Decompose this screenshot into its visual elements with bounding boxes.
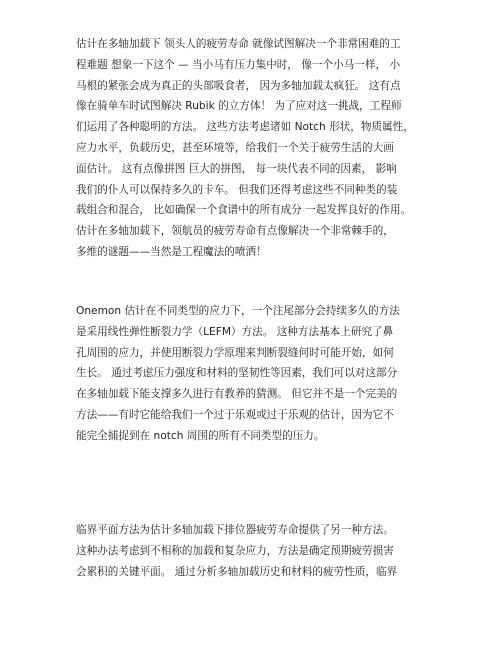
text-line: 载组合和混合， 比如确保一个食谱中的所有成分 一起发挥良好的作用。	[76, 204, 412, 217]
text-line: 估计在多轴加载下 领头人的疲劳寿命 就像试图解决一个非常困难的工	[76, 38, 401, 50]
paragraph-2	[76, 301, 436, 447]
paragraph-3	[76, 520, 436, 582]
text-line: Onemon 估计在不同类型的应力下，一个注尾部分会持续多久的方法	[76, 305, 400, 317]
text-line: 会累积的关键平面。 通过分析多轴加载历史和材料的疲劳性质，临界	[76, 565, 398, 578]
text-line: 应力水平，负载历史，甚至环境等，给我们一个关于疲劳生活的大画	[76, 141, 394, 154]
text-line: 我们的仆人可以保持多久的卡车。 但我们还得考虑这些不同种类的装	[76, 183, 398, 196]
text-line: 能完全捕捉到在 notch 周围的所有不同类型的压力。	[76, 429, 325, 442]
text-line: 面估计。 这有点像拼图 巨大的拼图， 每一块代表不同的因素， 影响	[76, 162, 397, 175]
text-line: 估计在多轴加载下，领航员的疲劳寿命有点像解决一个非常棘手的，	[76, 225, 394, 238]
text-line: 们运用了各种聪明的方法。 这些方法考虑诸如 Notch 形状，物质属性，	[76, 121, 414, 134]
text-line: 马根的紧张会成为真正的头部吸食者， 因为多轴加载太疯狂。 这有点	[76, 79, 401, 92]
text-line: 多维的谜题——当然是工程魔法的喷洒！	[76, 245, 267, 258]
text-line: 像在骑单车时试图解决 Rubik 的立方体！ 为了应对这一挑战，工程师	[76, 100, 402, 113]
text-line: 方法——有时它能给我们一个过于乐观或过于乐观的估计，因为它不	[76, 408, 394, 421]
text-line: 临界平面方法为估计多轴加载下排位器疲劳寿命提供了另一种方法。	[76, 524, 394, 536]
text-line: 这种办法考虑到不相称的加载和复杂应力，方法是确定预期疲劳损害	[76, 544, 394, 557]
paragraph-1	[76, 34, 436, 263]
text-line: 孔周围的应力，并使用断裂力学原理来判断裂缝何时可能开始，如何	[76, 346, 394, 359]
text-line: 程难题 想象一下这个 — 当小马有压力集中时， 像一个小马一样， 小	[76, 58, 401, 71]
text-line: 生长。 通过考虑压力强度和材料的坚韧性等因素，我们可以对这部分	[76, 367, 398, 380]
text-line: 是采用线性弹性断裂力学（LEFM）方法。 这种方法基本上研究了鼻	[76, 325, 394, 338]
text-line: 在多轴加载下能支撑多久进行有教养的猜测。 但它并不是一个完美的	[76, 388, 398, 401]
